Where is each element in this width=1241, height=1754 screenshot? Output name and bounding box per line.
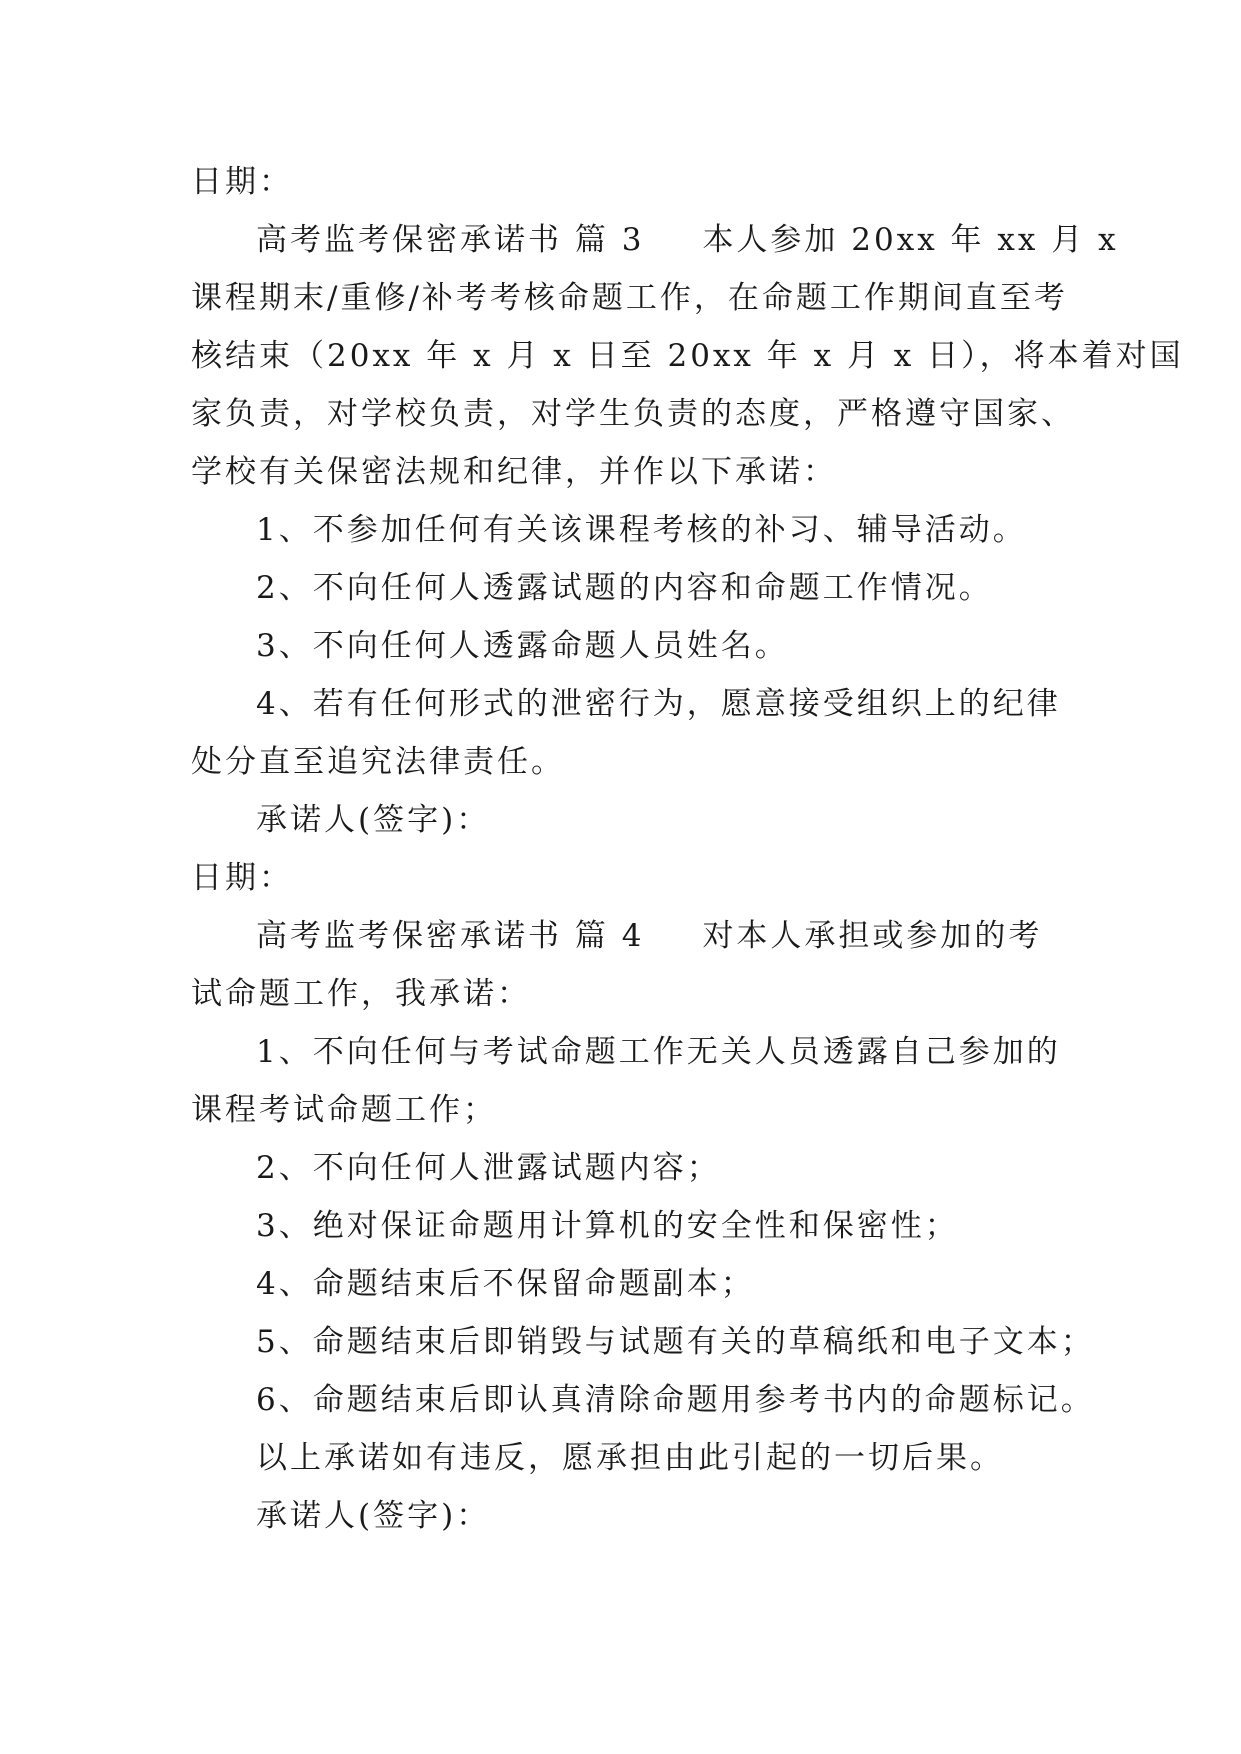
signature-label: 承诺人(签字)：: [256, 1498, 491, 1534]
list-item: 6、命题结束后即认真清除命题用参考书内的命题标记。: [256, 1382, 1095, 1418]
list-item: 5、命题结束后即销毁与试题有关的草稿纸和电子文本；: [256, 1324, 1095, 1360]
paragraph-line: 家负责，对学校负责，对学生负责的态度，严格遵守国家、: [191, 396, 1075, 432]
section-4-first-line: [256, 914, 1042, 958]
paragraph-line: 核结束（20xx 年 x 月 x 日至 20xx 年 x 月 x 日），将本着对国: [191, 338, 1184, 374]
section-4-heading: 高考监考保密承诺书 篇 4: [256, 918, 645, 954]
list-item: 3、不向任何人透露命题人员姓名。: [256, 628, 789, 664]
closing-statement: 以上承诺如有违反，愿承担由此引起的一切后果。: [256, 1440, 1004, 1476]
list-item: 2、不向任何人泄露试题内容；: [256, 1150, 721, 1186]
signature-label: 承诺人(签字)：: [256, 802, 491, 838]
list-item: 4、若有任何形式的泄密行为，愿意接受组织上的纪律: [256, 686, 1061, 722]
date-label: 日期：: [191, 164, 293, 200]
paragraph-line: 学校有关保密法规和纪律，并作以下承诺：: [191, 454, 837, 490]
list-item: 1、不向任何与考试命题工作无关人员透露自己参加的: [256, 1034, 1061, 1070]
section-4-intro-text: 对本人承担或参加的考: [702, 918, 1043, 954]
section-3-intro-text: 本人参加 20xx 年 xx 月 x: [702, 222, 1119, 258]
paragraph-line: 试命题工作，我承诺：: [191, 976, 531, 1012]
section-3-first-line: [256, 218, 1119, 262]
section-3-heading: 高考监考保密承诺书 篇 3: [256, 222, 645, 258]
list-item: 1、不参加任何有关该课程考核的补习、辅导活动。: [256, 512, 1027, 548]
list-item-continuation: 课程考试命题工作；: [191, 1092, 497, 1128]
list-item: 2、不向任何人透露试题的内容和命题工作情况。: [256, 570, 993, 606]
list-item-continuation: 处分直至追究法律责任。: [191, 744, 565, 780]
list-item: 4、命题结束后不保留命题副本；: [256, 1266, 755, 1302]
list-item: 3、绝对保证命题用计算机的安全性和保密性；: [256, 1208, 959, 1244]
date-label: 日期：: [191, 860, 293, 896]
paragraph-line: 课程期末/重修/补考考核命题工作，在命题工作期间直至考: [191, 280, 1068, 316]
